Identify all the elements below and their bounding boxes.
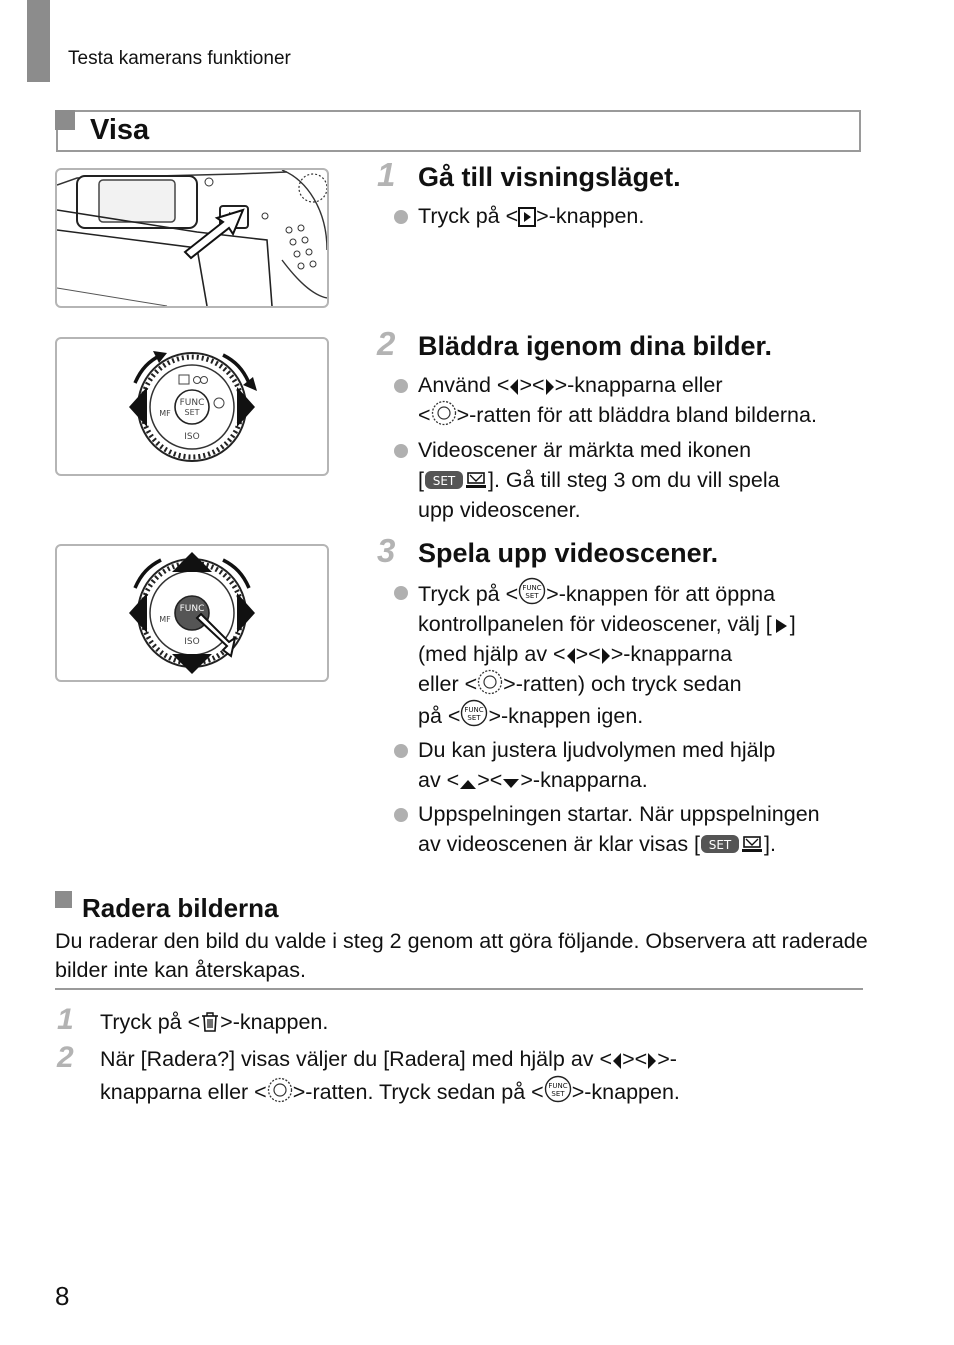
step-number: 1	[377, 156, 396, 193]
iso-label: ISO	[184, 637, 200, 647]
playback-icon	[518, 207, 536, 227]
camera-back-drawing	[57, 170, 327, 306]
left-arrow-icon	[566, 647, 576, 665]
set-label: SET	[184, 408, 200, 417]
left-arrow-icon	[509, 378, 519, 396]
down-arrow-icon	[502, 777, 520, 791]
step-text: knapparna eller <	[100, 1080, 267, 1104]
heading-marker	[55, 891, 72, 908]
bullet-text: av videoscenen är klar visas [	[418, 832, 701, 856]
section-header: Testa kamerans funktioner	[68, 48, 291, 69]
control-dial-icon	[267, 1077, 293, 1103]
bullet-text: ]	[789, 612, 796, 636]
up-arrow-icon	[459, 777, 477, 791]
bullet-text: Uppspelningen startar. När uppspelningen	[418, 802, 820, 826]
bullet-text: ><	[477, 768, 503, 792]
step-title: Gå till visningsläget.	[418, 162, 681, 192]
step-2-bullets	[418, 370, 878, 525]
bullet-dot	[394, 586, 408, 600]
set-label: SET	[432, 474, 456, 488]
bullet-text: Videoscener är märkta med ikonen	[418, 438, 752, 462]
bullet-text: ].	[764, 832, 776, 856]
func-dial-drawing	[57, 546, 327, 680]
bullet-dot	[394, 744, 408, 758]
bullet-text: Du kan justera ljudvolymen med hjälp	[418, 738, 776, 762]
divider	[55, 988, 863, 990]
visa-heading-box	[56, 110, 861, 152]
step-number: 2	[57, 1041, 74, 1074]
control-dial-drawing	[57, 339, 327, 474]
iso-label: ISO	[184, 432, 200, 442]
func-label: FUNC	[522, 584, 542, 592]
set-video-scene-icon	[424, 469, 488, 491]
func-set-button-icon	[544, 1075, 572, 1103]
step-number: 1	[57, 1003, 74, 1036]
left-arrow-icon	[612, 1052, 622, 1070]
bullet-text: >-knappen för att öppna	[546, 582, 776, 606]
step-text: Tryck på <	[100, 1010, 201, 1034]
step-title: Bläddra igenom dina bilder.	[418, 331, 773, 361]
bullet-text: <	[418, 403, 431, 427]
bullet-item	[418, 435, 878, 525]
step-text: >-knappen.	[220, 1010, 329, 1034]
radera-description: Du raderar den bild du valde i steg 2 genom att göra följande. Observera att raderade bilder inte kan återskapas.	[55, 929, 868, 982]
bullet-text: ]. Gå till steg 3 om du vill spela	[487, 468, 780, 492]
step-3-bullets	[418, 577, 878, 859]
bullet-text: av <	[418, 768, 460, 792]
bullet-text: >-ratten för att bläddra bland bilderna.	[456, 403, 817, 427]
bullet-dot	[394, 808, 408, 822]
bullet-text: >-knapparna.	[520, 768, 648, 792]
mf-label: MF	[159, 615, 171, 624]
play-icon	[772, 617, 790, 635]
set-label: SET	[525, 592, 539, 600]
bullet-text: >-knappen.	[536, 204, 645, 228]
bullet-text: ><	[575, 642, 601, 666]
func-label: FUNC	[179, 398, 205, 408]
bullet-item	[418, 370, 878, 430]
right-arrow-icon	[647, 1052, 657, 1070]
bullet-item	[418, 201, 868, 231]
page-number: 8	[55, 1281, 70, 1311]
radera-step-1	[100, 1007, 880, 1038]
func-label: FUNC	[179, 604, 205, 614]
bullet-text: Tryck på <	[418, 204, 519, 228]
step-number: 2	[377, 325, 396, 362]
bullet-text: (med hjälp av <	[418, 642, 566, 666]
bullet-item	[418, 735, 878, 795]
func-label: FUNC	[464, 706, 485, 714]
bullet-item	[418, 799, 878, 859]
bullet-text: Tryck på <	[418, 582, 519, 606]
mf-label: MF	[159, 409, 171, 418]
bullet-dot	[394, 210, 408, 224]
bullet-text: [	[418, 468, 424, 492]
bullet-dot	[394, 444, 408, 458]
step-text: När [Radera?] visas väljer du [Radera] med hjälp av <	[100, 1047, 613, 1071]
bullet-text: Använd <	[418, 373, 510, 397]
step-title: Spela upp videoscener.	[418, 538, 719, 568]
control-dial-icon	[477, 669, 503, 695]
trash-icon	[200, 1011, 220, 1033]
set-label: SET	[708, 838, 732, 852]
camera-playback-illustration	[55, 168, 329, 308]
step-number: 3	[377, 532, 396, 569]
bullet-text: på <	[418, 704, 461, 728]
bullet-text: >-knapparna eller	[554, 373, 723, 397]
func-set-button-icon	[518, 577, 546, 605]
bullet-text: >-knappen igen.	[488, 704, 644, 728]
heading-marker	[55, 110, 75, 130]
radera-step-2	[100, 1044, 890, 1108]
bullet-text: >-knapparna	[610, 642, 733, 666]
func-label: FUNC	[548, 1082, 568, 1090]
bullet-text: eller <	[418, 672, 478, 696]
func-set-button-icon	[460, 699, 488, 727]
control-dial-illustration	[55, 337, 329, 476]
step-text: >-	[657, 1047, 677, 1071]
right-arrow-icon	[545, 378, 555, 396]
set-label: SET	[467, 714, 482, 722]
bullet-dot	[394, 379, 408, 393]
bullet-item	[418, 577, 878, 731]
set-video-scene-icon	[700, 833, 764, 855]
bullet-text: upp videoscener.	[418, 498, 581, 522]
step-text: ><	[622, 1047, 648, 1071]
right-arrow-icon	[601, 647, 611, 665]
step-text: >-knappen.	[571, 1080, 680, 1104]
bullet-text: kontrollpanelen för videoscener, välj [	[418, 612, 772, 636]
func-set-dial-illustration	[55, 544, 329, 682]
bullet-text: >-ratten) och tryck sedan	[503, 672, 742, 696]
step-text: >-ratten. Tryck sedan på <	[292, 1080, 544, 1104]
radera-heading: Radera bilderna	[82, 893, 279, 923]
control-dial-icon	[431, 400, 457, 426]
step-1-bullets	[418, 201, 868, 231]
set-label: SET	[551, 1090, 565, 1098]
section-tab-marker	[27, 0, 50, 82]
visa-heading: Visa	[90, 114, 150, 146]
bullet-text: ><	[519, 373, 545, 397]
